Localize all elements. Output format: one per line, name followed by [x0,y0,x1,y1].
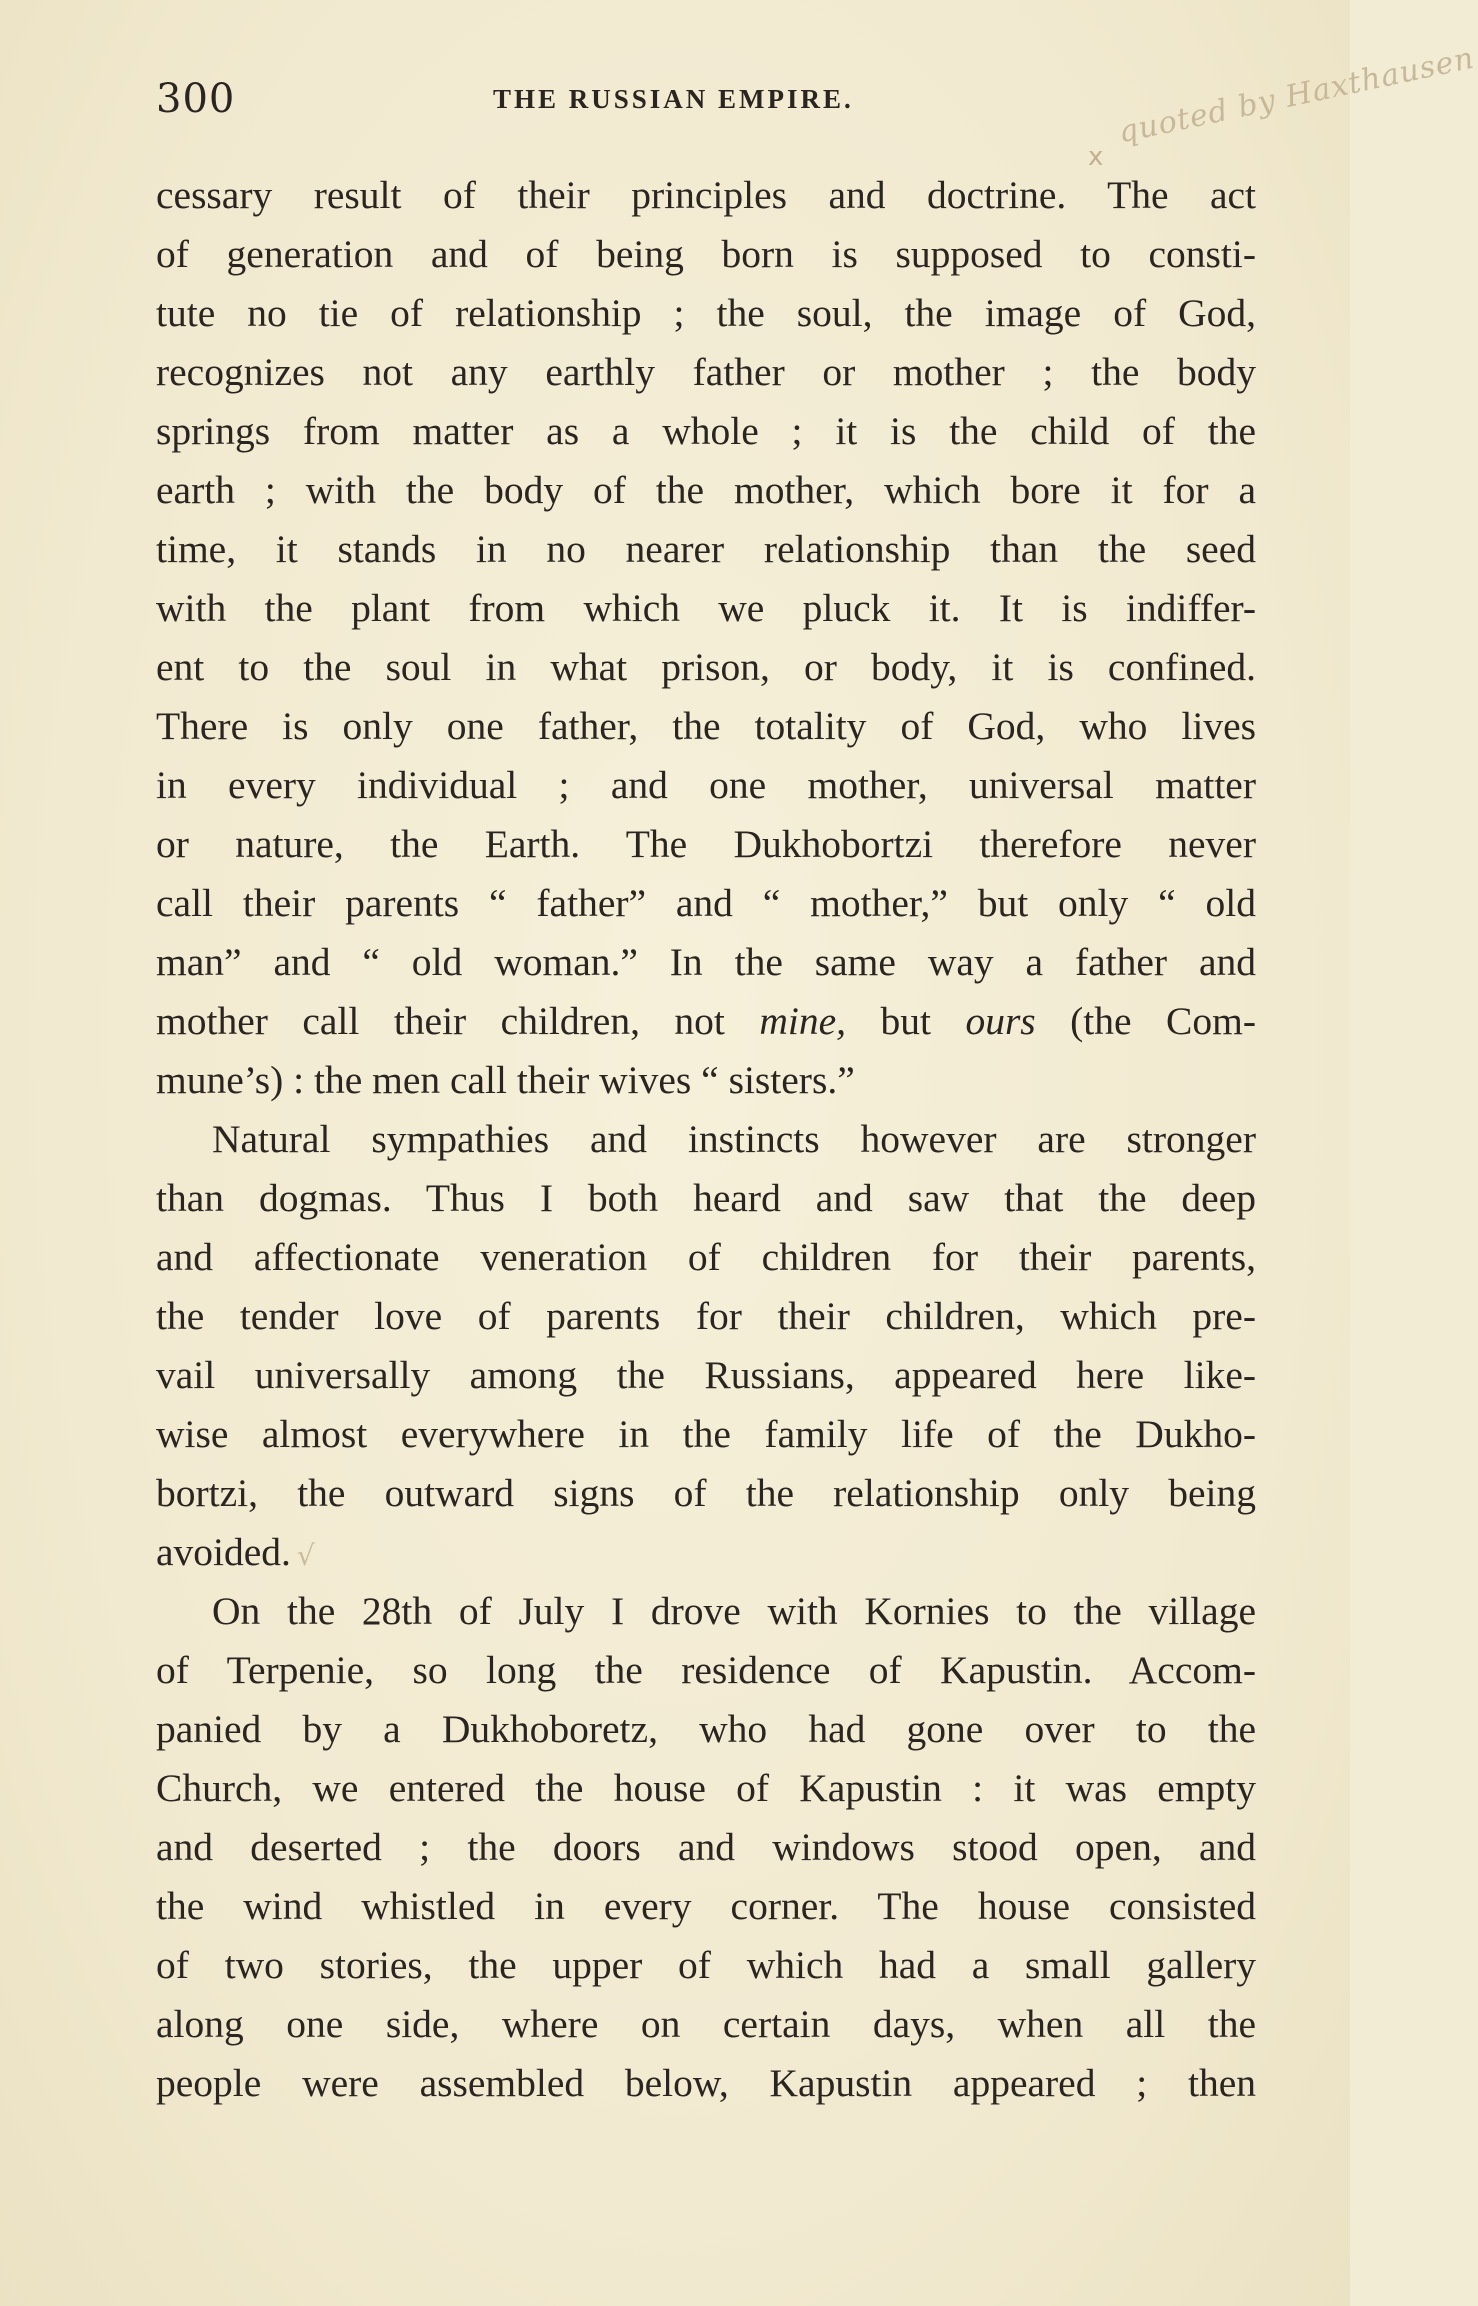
text-segment: avoided. [156,1530,291,1574]
text-line: in every individual ; and one mother, universal matter [156,763,1256,807]
text-line: vail universally among the Russians, appeared here like- [156,1353,1256,1397]
page-number: 300 [156,76,236,122]
text-line: recognizes not any earthly father or mother ; the body [156,350,1256,394]
text-segment: mother call their children, not [156,999,760,1043]
text-line: On the 28th of July I drove with Kornies to the village [212,1589,1256,1633]
body-text [156,166,1256,2113]
text-line: time, it stands in no nearer relationship than the seed [156,527,1256,571]
text-segment: (the Com- [1035,999,1256,1043]
text-line: with the plant from which we pluck it. It is indiffer- [156,586,1256,630]
text-line: Church, we entered the house of Kapustin : it was empty [156,1766,1256,1810]
text-line: along one side, where on certain days, when all the [156,2002,1256,2046]
text-line [156,1523,1256,1582]
text-line: springs from matter as a whole ; it is the child of the [156,409,1256,453]
text-line: There is only one father, the totality of God, who lives [156,704,1256,748]
text-line: and deserted ; the doors and windows stood open, and [156,1825,1256,1869]
text-line: wise almost everywhere in the family life of the Dukho- [156,1412,1256,1456]
text-line: than dogmas. Thus I both heard and saw that the deep [156,1176,1256,1220]
text-line: people were assembled below, Kapustin appeared ; then [156,2061,1256,2105]
text-line: panied by a Dukhoboretz, who had gone over to the [156,1707,1256,1751]
text-line: bortzi, the outward signs of the relationship only being [156,1471,1256,1515]
text-line: of two stories, the upper of which had a small gallery [156,1943,1256,1987]
text-line: cessary result of their principles and doctrine. The act [156,173,1256,217]
margin-mark: x [1088,142,1104,172]
text-line: of Terpenie, so long the residence of Kapustin. Accom- [156,1648,1256,1692]
italic-word: mine, [759,999,847,1043]
text-line: earth ; with the body of the mother, which bore it for a [156,468,1256,512]
handwritten-annotation: quoted by Haxthausen [1115,40,1478,151]
text-line: call their parents “ father” and “ mother,” but only “ old [156,881,1256,925]
page-header [156,76,1256,126]
running-head: THE RUSSIAN EMPIRE. [493,84,854,114]
text-line: and affectionate veneration of children for their parents, [156,1235,1256,1279]
text-line: mune’s) : the men call their wives “ sisters.” [156,1058,855,1102]
italic-word: ours [965,999,1036,1043]
text-line: man” and “ old woman.” In the same way a father and [156,940,1256,984]
pencil-check-mark: √ [296,1539,315,1572]
text-line: ent to the soul in what prison, or body, it is confined. [156,645,1256,689]
text-line: tute no tie of relationship ; the soul, the image of God, [156,291,1256,335]
text-line: of generation and of being born is supposed to consti- [156,232,1256,276]
text-line: the wind whistled in every corner. The house consisted [156,1884,1256,1928]
text-line: Natural sympathies and instincts however are stronger [212,1117,1256,1161]
text-segment: but [846,999,966,1043]
text-line [156,992,1256,1051]
text-line: the tender love of parents for their children, which pre- [156,1294,1256,1338]
text-line: or nature, the Earth. The Dukhobortzi therefore never [156,822,1256,866]
